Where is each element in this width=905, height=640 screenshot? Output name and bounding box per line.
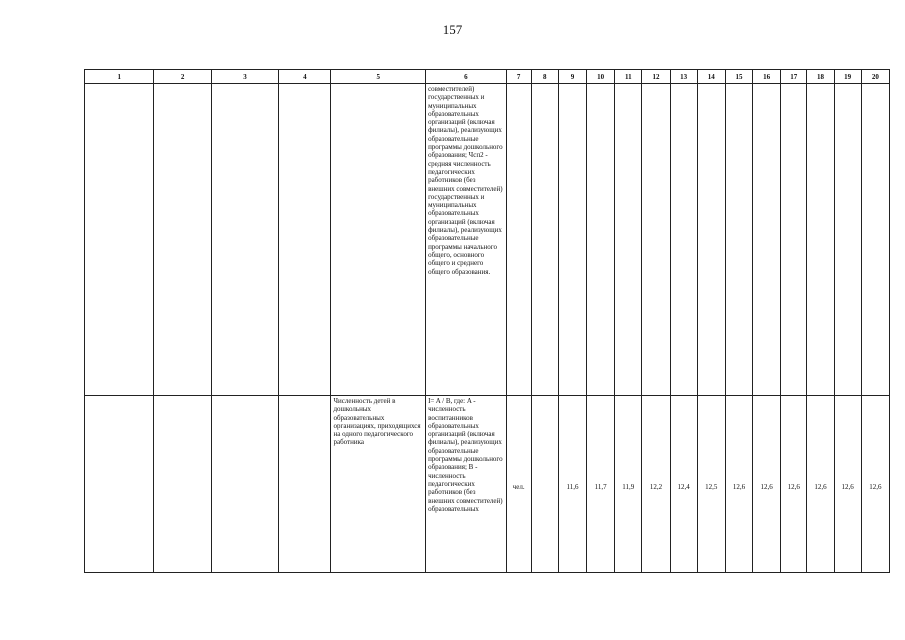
table-cell bbox=[587, 84, 615, 396]
table-cell bbox=[531, 396, 558, 573]
table-cell bbox=[531, 84, 558, 396]
column-header: 5 bbox=[331, 70, 426, 84]
value-cell bbox=[807, 396, 834, 573]
column-header: 12 bbox=[642, 70, 670, 84]
value-cell bbox=[558, 396, 586, 573]
column-header: 13 bbox=[670, 70, 697, 84]
indicator-name-cell bbox=[331, 396, 426, 573]
table-cell bbox=[807, 84, 834, 396]
column-header: 1 bbox=[85, 70, 154, 84]
table-cell bbox=[211, 84, 278, 396]
column-header: 8 bbox=[531, 70, 558, 84]
year-value: 12,6 bbox=[841, 483, 854, 491]
formula-text: I= A / B, где: A - численность воспитанников образовательных организаций (включая филиалы), реализующих образовательные программы дошкольного образования; B - численность педагогических работников (без внешних совместителей) образовательных bbox=[428, 397, 503, 513]
table-cell bbox=[781, 84, 807, 396]
formula-cell bbox=[426, 396, 507, 573]
table-cell bbox=[211, 396, 278, 573]
column-header: 4 bbox=[279, 70, 331, 84]
value-cell bbox=[642, 396, 670, 573]
table-cell bbox=[615, 84, 642, 396]
table-cell bbox=[279, 396, 331, 573]
year-value: 12,6 bbox=[869, 483, 882, 491]
table-cell bbox=[861, 84, 889, 396]
column-header: 3 bbox=[211, 70, 278, 84]
year-value: 11,9 bbox=[622, 483, 635, 491]
indicator-name: Численность детей в дошкольных образовательных организациях, приходящихся на одного педагогического работника bbox=[333, 397, 421, 447]
page-number: 157 bbox=[442, 22, 463, 37]
table-cell bbox=[506, 84, 531, 396]
year-value: 12,6 bbox=[760, 483, 773, 491]
table-cell bbox=[697, 84, 725, 396]
column-header: 6 bbox=[426, 70, 507, 84]
column-header: 10 bbox=[587, 70, 615, 84]
year-value: 12,6 bbox=[787, 483, 800, 491]
column-header: 19 bbox=[834, 70, 861, 84]
table-cell bbox=[85, 396, 154, 573]
table-row bbox=[85, 84, 890, 396]
table-cell bbox=[279, 84, 331, 396]
value-cell bbox=[697, 396, 725, 573]
column-header: 20 bbox=[861, 70, 889, 84]
table-cell bbox=[670, 84, 697, 396]
formula-text: совместителей) государственных и муниципальных образовательных организаций (включая филиалы), реализующих образовательные программы дошкольного образования; Чсп2 - средняя численность педагогических работников (без внешних совместителей) государственных и муниципальных образовательных организаций (включая филиалы), реализующих образовательные программы начального общего, основного общего и среднего общего образования. bbox=[428, 85, 503, 276]
value-cell bbox=[587, 396, 615, 573]
column-header: 18 bbox=[807, 70, 834, 84]
table-cell bbox=[725, 84, 752, 396]
year-value: 12,2 bbox=[649, 483, 663, 491]
column-header: 2 bbox=[154, 70, 211, 84]
year-value: 12,6 bbox=[732, 483, 746, 491]
table-cell bbox=[85, 84, 154, 396]
table-cell bbox=[834, 84, 861, 396]
value-cell bbox=[725, 396, 752, 573]
year-value: 11,7 bbox=[594, 483, 607, 491]
indicator-table bbox=[84, 69, 890, 573]
column-header: 7 bbox=[506, 70, 531, 84]
value-cell bbox=[781, 396, 807, 573]
unit-cell bbox=[506, 396, 531, 573]
column-header: 11 bbox=[615, 70, 642, 84]
column-header: 16 bbox=[753, 70, 781, 84]
table-cell bbox=[154, 84, 211, 396]
unit-value: чел. bbox=[512, 483, 525, 491]
column-header: 9 bbox=[558, 70, 586, 84]
table-cell bbox=[154, 396, 211, 573]
table-cell bbox=[642, 84, 670, 396]
value-cell bbox=[615, 396, 642, 573]
formula-cell bbox=[426, 84, 507, 396]
table-cell bbox=[558, 84, 586, 396]
table-row bbox=[85, 396, 890, 573]
value-cell bbox=[861, 396, 889, 573]
value-cell bbox=[834, 396, 861, 573]
table-cell bbox=[753, 84, 781, 396]
value-cell bbox=[753, 396, 781, 573]
column-header: 17 bbox=[781, 70, 807, 84]
year-value: 12,6 bbox=[814, 483, 827, 491]
column-header: 15 bbox=[725, 70, 752, 84]
column-header: 14 bbox=[697, 70, 725, 84]
year-value: 12,4 bbox=[677, 483, 690, 491]
value-cell bbox=[670, 396, 697, 573]
year-value: 11,6 bbox=[566, 483, 579, 491]
year-value: 12,5 bbox=[705, 483, 718, 491]
header-row bbox=[85, 70, 890, 84]
table-cell bbox=[331, 84, 426, 396]
